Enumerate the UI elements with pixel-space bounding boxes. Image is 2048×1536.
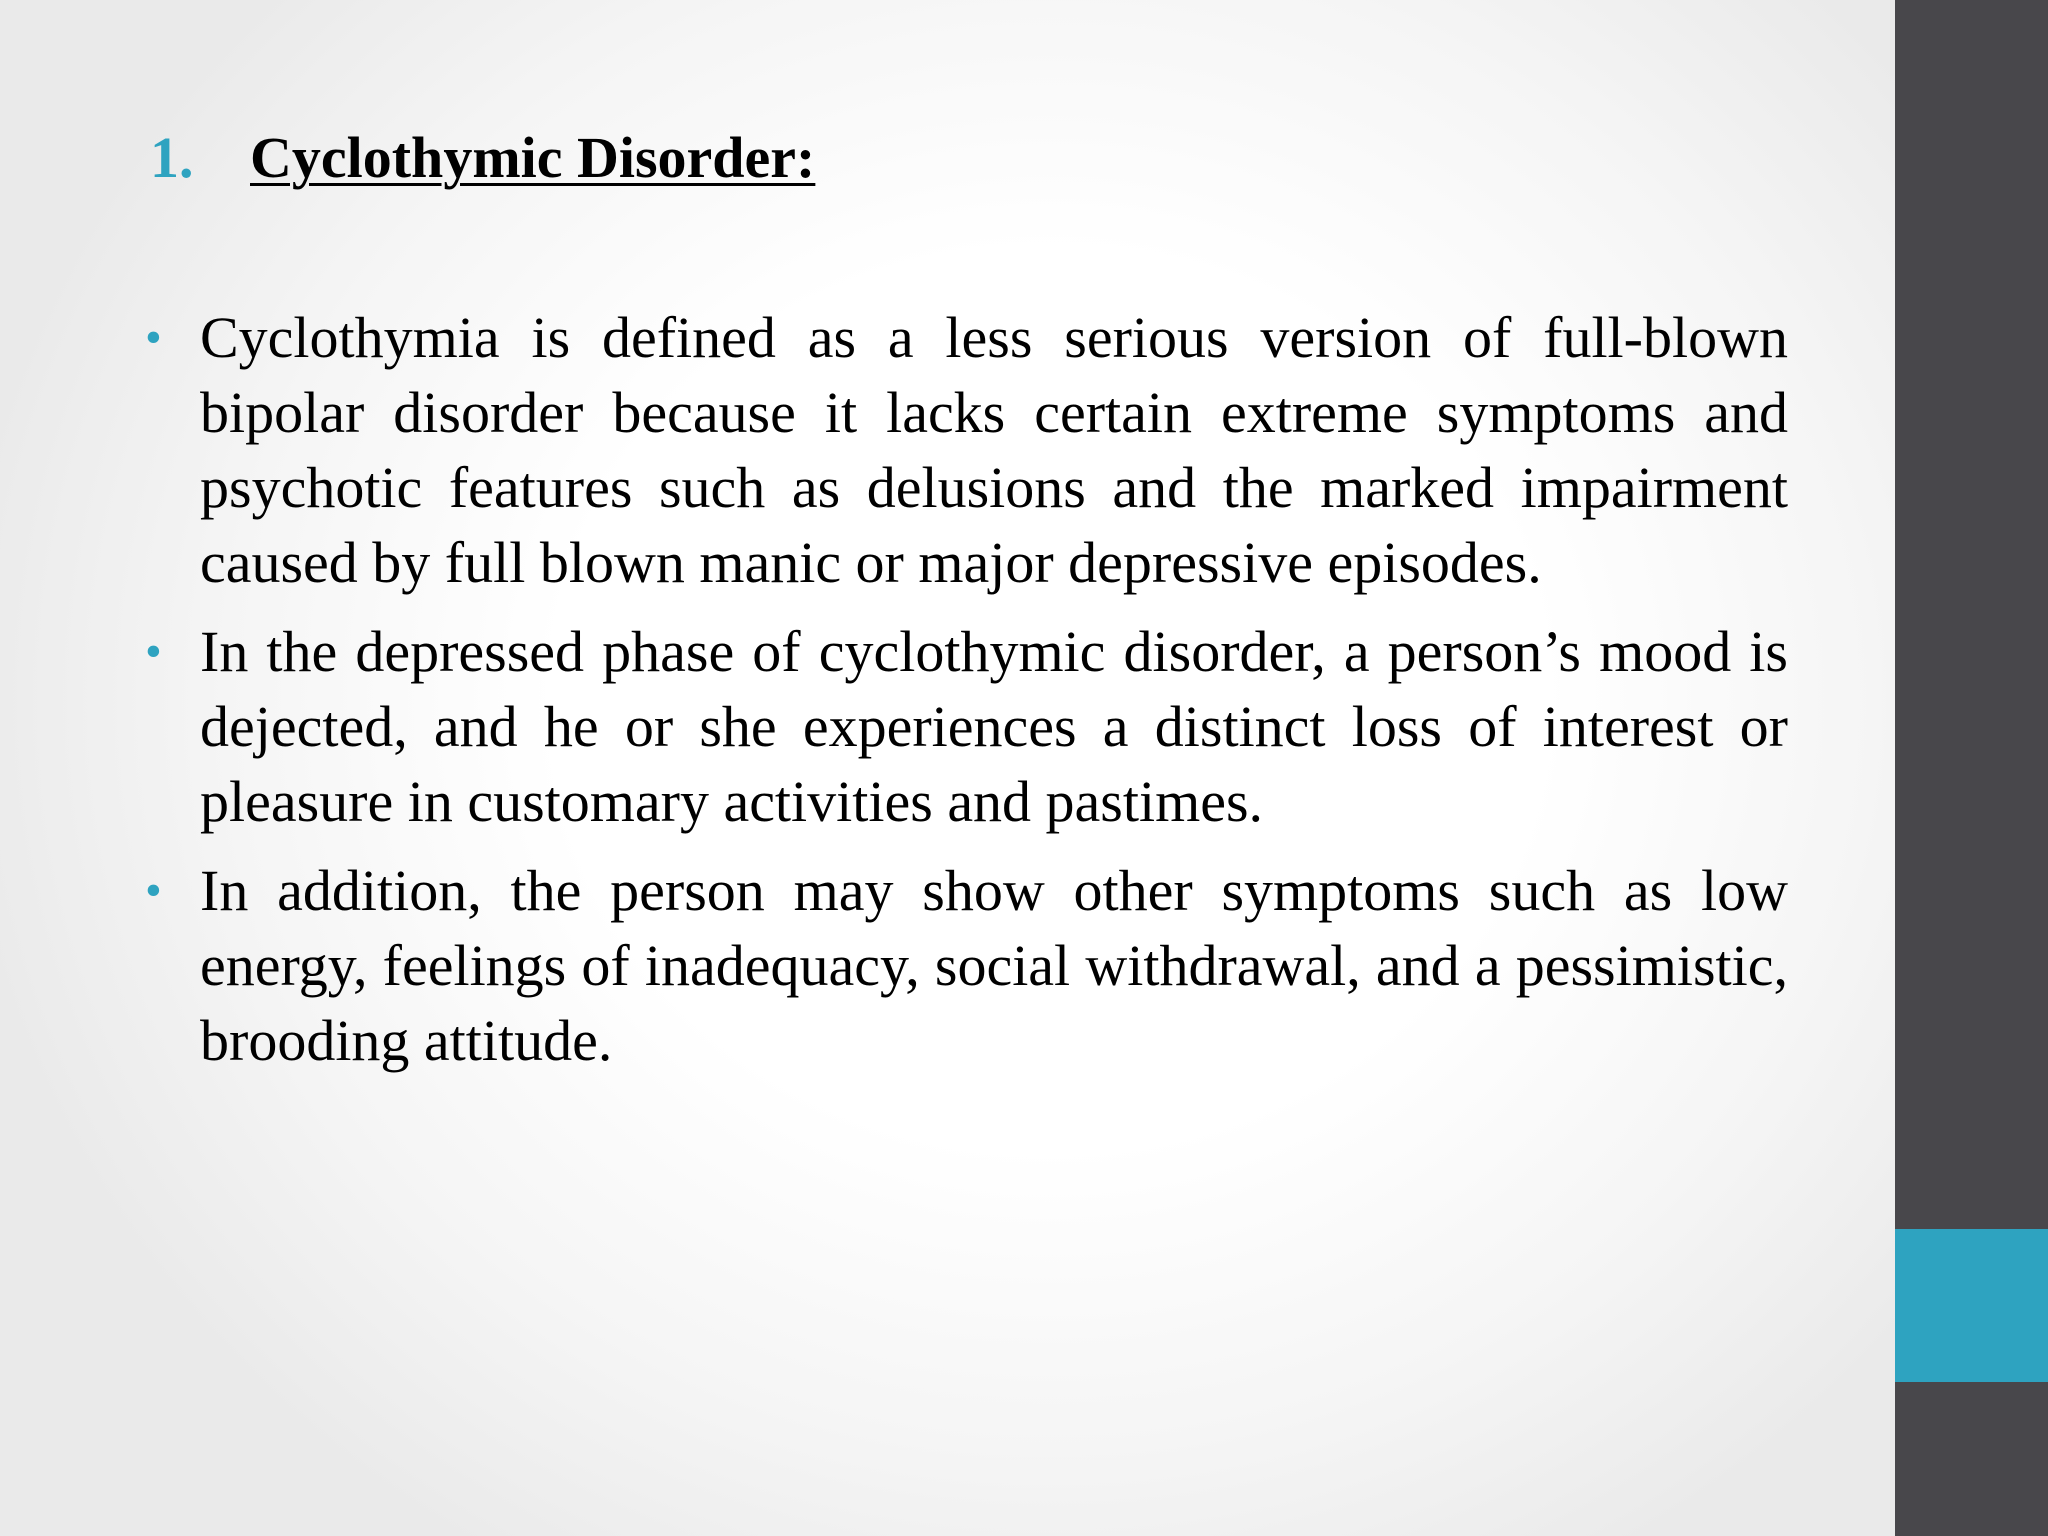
bullet-item (145, 300, 1788, 600)
bullet-text: In the depressed phase of cyclothymic disorder, a person’s mood is dejected, and he or she experiences a distinct loss of interest or pleasure in customary activities and pastimes. (200, 619, 1788, 834)
heading-text: Cyclothymic Disorder: (250, 125, 816, 190)
bullet-list (145, 300, 1788, 1092)
bullet-dot-icon: • (145, 625, 162, 678)
bullet-text: In addition, the person may show other symptoms such as low energy, feelings of inadequacy, social withdrawal, and a pessimistic, brooding attitude. (200, 858, 1788, 1073)
heading-number: 1. (150, 125, 194, 190)
bullet-text: Cyclothymia is defined as a less serious version of full-blown bipolar disorder because it lacks certain extreme symptoms and psychotic features such as delusions and the marked impairment caused by full blown manic or major depressive episodes. (200, 305, 1788, 595)
side-accent-block (1895, 1229, 2048, 1382)
bullet-item (145, 614, 1788, 839)
bullet-dot-icon: • (145, 311, 162, 364)
slide-heading (150, 122, 815, 194)
bullet-dot-icon: • (145, 864, 162, 917)
bullet-item (145, 853, 1788, 1078)
